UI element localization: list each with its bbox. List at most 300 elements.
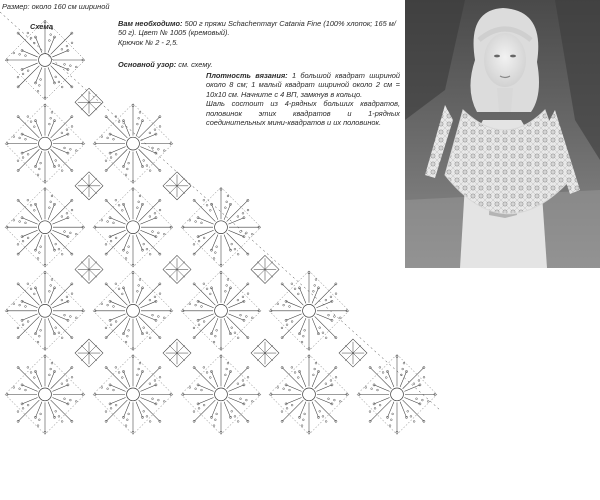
stitch-line: [22, 63, 38, 69]
chain-dot: [146, 165, 148, 167]
chain-dot: [251, 400, 253, 402]
chain-dot: [247, 209, 249, 211]
stitch-line: [89, 262, 97, 270]
stitch-line: [22, 314, 38, 320]
chain-dot: [374, 407, 376, 409]
chain-dot: [224, 290, 226, 292]
stitch-line: [169, 353, 177, 361]
chain-dot: [247, 376, 249, 378]
chain-dot: [216, 413, 218, 415]
chain-dot: [286, 324, 288, 326]
chain-dot: [139, 279, 141, 281]
chain-dot: [291, 283, 293, 285]
chain-dot: [55, 410, 57, 412]
chain-dot: [312, 290, 314, 292]
chain-dot: [53, 416, 55, 418]
chain-dot: [107, 221, 109, 223]
stitch-line: [89, 102, 97, 110]
chain-dot: [22, 157, 24, 159]
chain-dot: [115, 237, 117, 239]
chain-dot: [71, 42, 73, 44]
chain-dot: [61, 216, 63, 218]
chain-dot: [237, 253, 239, 255]
chain-dot: [209, 293, 211, 295]
chain-dot: [189, 303, 191, 305]
chain-dot: [115, 283, 117, 285]
chain-dot: [107, 137, 109, 139]
chain-dot: [139, 111, 141, 113]
stitch-line: [48, 151, 54, 167]
chain-dot: [315, 279, 317, 281]
chain-dot: [281, 411, 283, 413]
chain-dot: [193, 199, 195, 201]
chain-dot: [19, 388, 21, 390]
chain-dot: [33, 377, 35, 379]
chain-dot: [157, 399, 159, 401]
chain-dot: [118, 204, 120, 206]
stitch-line: [136, 151, 142, 167]
stitch-line: [169, 262, 177, 270]
stitch-line: [404, 385, 420, 391]
chain-dot: [294, 288, 296, 290]
chain-dot: [407, 410, 409, 412]
stitch-line: [169, 345, 177, 353]
chain-dot: [216, 246, 218, 248]
chain-dot: [53, 165, 55, 167]
chain-dot: [210, 370, 212, 372]
stitch-line: [22, 397, 38, 403]
chain-dot: [53, 287, 55, 289]
chain-dot: [136, 123, 138, 125]
chain-dot: [105, 411, 107, 413]
chain-dot: [105, 160, 107, 162]
chain-dot: [13, 52, 15, 54]
chain-dot: [27, 70, 29, 72]
stitch-line: [89, 186, 97, 194]
chain-dot: [105, 327, 107, 329]
chain-dot: [242, 212, 244, 214]
chain-dot: [214, 252, 216, 254]
chain-dot: [37, 341, 39, 343]
stitch-line: [36, 204, 42, 220]
stitch-line: [52, 51, 68, 57]
chain-dot: [107, 304, 109, 306]
stitch-line: [212, 371, 218, 387]
chain-dot: [66, 380, 68, 382]
motif-ring: [127, 388, 140, 401]
chain-dot: [40, 246, 42, 248]
chain-dot: [234, 332, 236, 334]
stitch-line: [136, 402, 142, 418]
chain-dot: [126, 168, 128, 170]
chain-dot: [149, 299, 151, 301]
model-photo: [405, 0, 600, 268]
chain-dot: [403, 362, 405, 364]
chain-dot: [53, 120, 55, 122]
hook-size: Крючок № 2 - 2,5.: [118, 37, 179, 47]
chain-dot: [69, 399, 71, 401]
gauge-label: Плотность вязания:: [206, 71, 288, 80]
chain-dot: [206, 288, 208, 290]
chain-dot: [314, 285, 316, 287]
stitch-line: [140, 301, 156, 307]
chain-dot: [50, 368, 52, 370]
chain-dot: [53, 203, 55, 205]
chain-dot: [61, 337, 63, 339]
chain-dot: [27, 237, 29, 239]
chain-dot: [61, 421, 63, 423]
stitch-line: [81, 345, 89, 353]
chain-dot: [61, 253, 63, 255]
chain-dot: [291, 321, 293, 323]
chain-dot: [143, 160, 145, 162]
chain-dot: [64, 314, 66, 316]
chain-dot: [325, 383, 327, 385]
stitch-line: [286, 397, 302, 403]
chain-dot: [231, 243, 233, 245]
chain-dot: [210, 416, 212, 418]
chain-dot: [109, 133, 111, 135]
chain-dot: [101, 136, 103, 138]
chain-dot: [107, 388, 109, 390]
chain-dot: [245, 232, 247, 234]
chain-dot: [245, 399, 247, 401]
chain-dot: [105, 199, 107, 201]
chain-dot: [197, 236, 199, 238]
chain-dot: [27, 283, 29, 285]
chain-dot: [213, 258, 215, 260]
chain-dot: [304, 329, 306, 331]
chain-dot: [126, 335, 128, 337]
stitch-line: [81, 102, 89, 110]
chain-dot: [30, 121, 32, 123]
chain-dot: [48, 374, 50, 376]
stitch-line: [257, 353, 265, 361]
chain-dot: [71, 126, 73, 128]
chain-dot: [240, 398, 242, 400]
chain-dot: [48, 207, 50, 209]
stitch-line: [257, 345, 265, 353]
chain-dot: [138, 201, 140, 203]
chain-dot: [30, 372, 32, 374]
chain-dot: [197, 403, 199, 405]
chain-dot: [335, 293, 337, 295]
chain-dot: [319, 327, 321, 329]
chain-dot: [379, 404, 381, 406]
chain-dot: [138, 285, 140, 287]
chain-dot: [277, 387, 279, 389]
chain-dot: [328, 314, 330, 316]
chain-dot: [110, 407, 112, 409]
stitch-line: [124, 371, 130, 387]
chain-dot: [325, 299, 327, 301]
stitch-line: [136, 318, 142, 334]
stitch-line: [110, 230, 126, 236]
stitch-line: [228, 301, 244, 307]
chain-dot: [283, 304, 285, 306]
chain-dot: [143, 243, 145, 245]
chain-dot: [240, 314, 242, 316]
chain-dot: [154, 296, 156, 298]
chain-dot: [58, 248, 60, 250]
stitch-line: [36, 121, 42, 137]
chain-dot: [226, 368, 228, 370]
chain-dot: [61, 132, 63, 134]
motif-ring: [39, 304, 52, 317]
motif-ring: [127, 137, 140, 150]
stitch-line: [286, 314, 302, 320]
chain-dot: [237, 421, 239, 423]
chain-dot: [38, 419, 40, 421]
chain-dot: [66, 296, 68, 298]
chain-dot: [38, 335, 40, 337]
stitch-line: [228, 385, 244, 391]
chain-dot: [53, 370, 55, 372]
stitch-line: [140, 385, 156, 391]
chain-dot: [55, 160, 57, 162]
stitch-line: [300, 371, 306, 387]
chain-dot: [227, 362, 229, 364]
chain-dot: [206, 372, 208, 374]
chain-dot: [301, 425, 303, 427]
stitch-line: [48, 235, 54, 251]
chain-dot: [118, 121, 120, 123]
stitch-line: [198, 397, 214, 403]
chain-dot: [163, 317, 165, 319]
chain-dot: [110, 324, 112, 326]
assembly-text: Шаль состоит из 4-рядных больших квадратов, половинок этих квадратов и 1-рядных соединительных мини-квадратов и их половинок.: [206, 99, 400, 128]
chain-dot: [339, 317, 341, 319]
stitch-line: [110, 397, 126, 403]
chain-dot: [203, 237, 205, 239]
stitch-line: [136, 235, 142, 251]
chain-dot: [339, 400, 341, 402]
chain-dot: [61, 86, 63, 88]
stitch-line: [124, 288, 130, 304]
chain-dot: [22, 324, 24, 326]
chain-dot: [371, 388, 373, 390]
chain-dot: [301, 341, 303, 343]
chain-dot: [159, 293, 161, 295]
chain-dot: [159, 209, 161, 211]
chain-dot: [13, 219, 15, 221]
chain-dot: [30, 204, 32, 206]
chain-dot: [402, 368, 404, 370]
chain-dot: [101, 387, 103, 389]
chain-dot: [17, 160, 19, 162]
chain-dot: [152, 398, 154, 400]
chain-dot: [210, 287, 212, 289]
chain-dot: [125, 174, 127, 176]
stitch-line: [140, 134, 156, 140]
chain-dot: [66, 45, 68, 47]
chain-dot: [315, 362, 317, 364]
motif-ring: [127, 221, 140, 234]
stitch-line: [124, 204, 130, 220]
chain-dot: [75, 400, 77, 402]
chain-dot: [152, 147, 154, 149]
chain-dot: [224, 374, 226, 376]
chain-dot: [50, 117, 52, 119]
stitch-line: [212, 288, 218, 304]
chain-dot: [143, 410, 145, 412]
chain-dot: [75, 233, 77, 235]
chain-dot: [22, 407, 24, 409]
chain-dot: [25, 306, 27, 308]
chain-dot: [297, 293, 299, 295]
chain-dot: [203, 366, 205, 368]
chain-dot: [33, 293, 35, 295]
chain-dot: [113, 138, 115, 140]
chain-dot: [121, 377, 123, 379]
chain-dot: [109, 217, 111, 219]
chain-dot: [197, 217, 199, 219]
chain-dot: [377, 389, 379, 391]
chain-dot: [421, 399, 423, 401]
gauge-text: 1 большой квадрат шириной около 8 см; 1 малый квадрат шириной около 2 см = 10х10 см. Начните с 4 ВП, замкнув в кольцо.: [206, 71, 400, 99]
chain-dot: [379, 366, 381, 368]
chain-dot: [242, 380, 244, 382]
chain-dot: [71, 376, 73, 378]
stitch-line: [177, 269, 185, 277]
chain-dot: [30, 288, 32, 290]
chain-dot: [25, 222, 27, 224]
chain-dot: [113, 222, 115, 224]
chain-dot: [314, 368, 316, 370]
stitch-line: [81, 178, 89, 186]
chain-dot: [195, 304, 197, 306]
motif-ring: [391, 388, 404, 401]
chain-dot: [154, 129, 156, 131]
stitch-line: [212, 204, 218, 220]
chain-dot: [242, 296, 244, 298]
stitch-line: [265, 353, 273, 361]
chain-dot: [231, 327, 233, 329]
chain-dot: [214, 335, 216, 337]
chain-dot: [302, 335, 304, 337]
chain-dot: [27, 32, 29, 34]
chain-dot: [328, 398, 330, 400]
stitch-line: [400, 402, 406, 418]
chain-dot: [392, 413, 394, 415]
chain-dot: [193, 411, 195, 413]
motif-ring: [215, 304, 228, 317]
chain-dot: [51, 111, 53, 113]
stitch-line: [345, 345, 353, 353]
chain-dot: [33, 126, 35, 128]
stitch-line: [224, 402, 230, 418]
stitch-line: [374, 397, 390, 403]
chain-dot: [38, 84, 40, 86]
motif-ring: [39, 137, 52, 150]
chain-dot: [66, 212, 68, 214]
stitch-line: [316, 385, 332, 391]
chain-dot: [231, 410, 233, 412]
chain-dot: [234, 248, 236, 250]
chain-dot: [118, 288, 120, 290]
stitch-line: [312, 318, 318, 334]
chain-dot: [139, 195, 141, 197]
motif-ring: [39, 388, 52, 401]
motif-ring: [39, 54, 52, 67]
chain-dot: [224, 207, 226, 209]
chain-dot: [53, 333, 55, 335]
chain-dot: [210, 333, 212, 335]
chain-dot: [48, 290, 50, 292]
chain-dot: [277, 303, 279, 305]
stitch-line: [81, 186, 89, 194]
chain-dot: [198, 407, 200, 409]
motif-ring: [215, 388, 228, 401]
chain-dot: [69, 232, 71, 234]
chain-dot: [139, 362, 141, 364]
stitch-line: [257, 262, 265, 270]
chain-dot: [40, 329, 42, 331]
chain-dot: [189, 387, 191, 389]
chain-dot: [193, 327, 195, 329]
chain-dot: [149, 421, 151, 423]
chain-dot: [227, 279, 229, 281]
stitch-line: [48, 402, 54, 418]
chain-dot: [38, 252, 40, 254]
chain-dot: [21, 133, 23, 135]
stitch-line: [169, 186, 177, 194]
chain-dot: [50, 201, 52, 203]
materials-block: [118, 19, 400, 47]
chain-dot: [67, 133, 69, 135]
chain-dot: [71, 199, 73, 201]
stitch-line: [224, 318, 230, 334]
chain-dot: [22, 73, 24, 75]
chain-dot: [247, 199, 249, 201]
chain-dot: [330, 296, 332, 298]
chain-dot: [27, 153, 29, 155]
chain-dot: [53, 249, 55, 251]
stitch-line: [198, 314, 214, 320]
chain-dot: [154, 380, 156, 382]
chain-dot: [209, 209, 211, 211]
chain-dot: [234, 415, 236, 417]
chain-dot: [58, 165, 60, 167]
gauge-block: [206, 71, 400, 127]
chain-dot: [226, 285, 228, 287]
stitch-line: [140, 218, 156, 224]
chain-dot: [163, 233, 165, 235]
chain-dot: [333, 399, 335, 401]
chain-dot: [55, 243, 57, 245]
stitch-line: [300, 288, 306, 304]
chain-dot: [17, 327, 19, 329]
chain-dot: [286, 407, 288, 409]
chain-dot: [58, 332, 60, 334]
chain-dot: [118, 372, 120, 374]
stitch-line: [36, 288, 42, 304]
chain-dot: [189, 219, 191, 221]
chain-dot: [40, 162, 42, 164]
chain-dot: [245, 316, 247, 318]
chain-dot: [149, 132, 151, 134]
chain-dot: [146, 415, 148, 417]
stitch-line: [48, 318, 54, 334]
chain-dot: [33, 209, 35, 211]
stitch-line: [52, 134, 68, 140]
chain-dot: [71, 293, 73, 295]
chain-dot: [154, 212, 156, 214]
size-line: Размер: около 160 см шириной: [2, 2, 110, 11]
chain-dot: [55, 327, 57, 329]
stitch-line: [81, 94, 89, 102]
chain-dot: [48, 123, 50, 125]
